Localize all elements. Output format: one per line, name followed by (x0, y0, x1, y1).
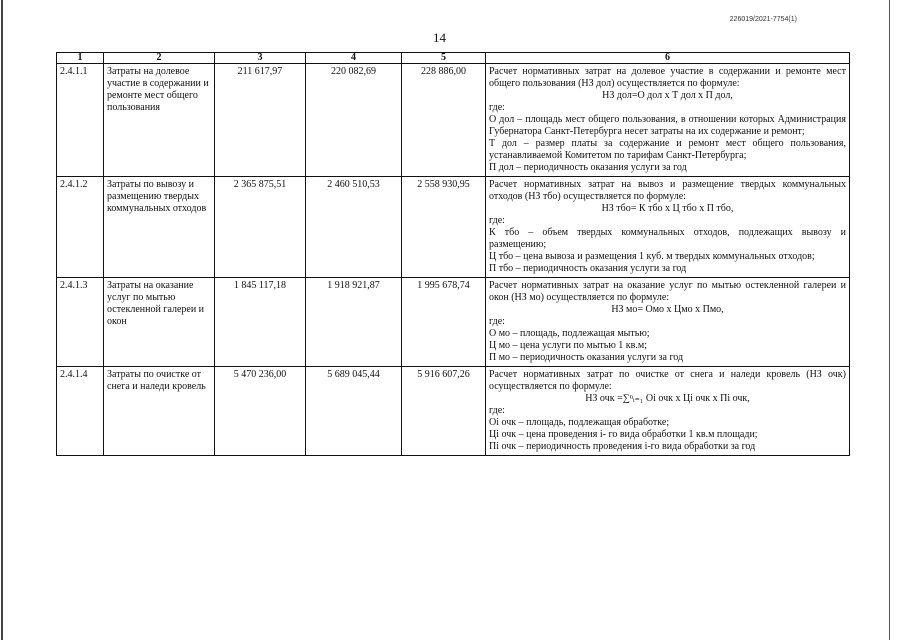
desc-variable: Оi очк – площадь, подлежащая обработке; (489, 417, 670, 428)
row-code: 2.4.1.4 (57, 367, 104, 456)
value-year-3: 2 558 930,95 (402, 177, 486, 278)
cost-item-name: Затраты на оказание услуг по мытью остекленной галереи и окон (104, 278, 215, 367)
desc-variable: Ц тбо – цена вывоза и размещения 1 куб. м твердых коммунальных отходов; (489, 251, 815, 262)
formula: НЗ мо= Омо х Цмо х Пмо, (611, 304, 724, 315)
value-year-1: 1 845 117,18 (215, 278, 306, 367)
desc-intro: Расчет нормативных затрат на долевое участие в содержании и ремонте мест общего пользования (НЗ дол) осуществляется по формуле: (489, 66, 846, 89)
scan-edge-left (1, 0, 3, 640)
value-year-2: 2 460 510,53 (306, 177, 402, 278)
desc-where: где: (489, 316, 505, 327)
scan-edge-right (889, 0, 890, 640)
column-header: 2 (104, 53, 215, 64)
formula: НЗ тбо= К тбо х Ц тбо х П тбо, (601, 203, 734, 214)
table-row (57, 278, 850, 367)
calculation-description (486, 64, 850, 177)
table-row (57, 177, 850, 278)
value-year-2: 220 082,69 (306, 64, 402, 177)
formula: НЗ очк =∑ⁿᵢ₌₁ Оi очк х Цi очк х Пi очк, (585, 393, 750, 404)
desc-variable: Пi очк – периодичность проведения i-го вида обработки за год (489, 441, 756, 452)
formula: НЗ дол=О дол х Т дол х П дол, (602, 90, 733, 101)
desc-variable: О мо – площадь, подлежащая мытью; (489, 328, 650, 339)
value-year-3: 1 995 678,74 (402, 278, 486, 367)
desc-variable: О дол – площадь мест общего пользования, в отношении которых Администрация Губернатора Санкт-Петербурга несет затраты на их содержание и ремонт; (489, 114, 846, 137)
desc-intro: Расчет нормативных затрат на вывоз и размещение твердых коммунальных отходов (НЗ тбо) осуществляется по формуле: (489, 179, 846, 202)
cost-item-name: Затраты по очистке от снега и наледи кровель (104, 367, 215, 456)
desc-where: где: (489, 102, 505, 113)
column-header: 1 (57, 53, 104, 64)
desc-variable: Т дол – размер платы за содержание и ремонт мест общего пользования, устанавливаемой Комитетом по тарифам Санкт-Петербурга; (489, 138, 846, 161)
table-row (57, 367, 850, 456)
desc-variable: Ц мо – цена услуги по мытью 1 кв.м; (489, 340, 647, 351)
page-number: 14 (433, 30, 446, 45)
column-header: 4 (306, 53, 402, 64)
value-year-1: 2 365 875,51 (215, 177, 306, 278)
cost-table (56, 52, 850, 456)
desc-variable: П мо – периодичность оказания услуги за год (489, 352, 684, 363)
row-code: 2.4.1.2 (57, 177, 104, 278)
table-row (57, 64, 850, 177)
desc-where: где: (489, 405, 505, 416)
value-year-2: 5 689 045,44 (306, 367, 402, 456)
value-year-3: 5 916 607,26 (402, 367, 486, 456)
desc-variable: К тбо – объем твердых коммунальных отходов, подлежащих вывозу и размещению; (489, 227, 846, 250)
row-code: 2.4.1.3 (57, 278, 104, 367)
calculation-description (486, 177, 850, 278)
cost-item-name: Затраты по вывозу и размещению твердых коммунальных отходов (104, 177, 215, 278)
desc-variable: П тбо – периодичность оказания услуги за год (489, 263, 687, 274)
desc-intro: Расчет нормативных затрат на оказание услуг по мытью остекленной галереи и окон (НЗ мо) осуществляется по формуле: (489, 280, 846, 303)
desc-intro: Расчет нормативных затрат по очистке от снега и наледи кровель (НЗ очк) осуществляется по формуле: (489, 369, 846, 392)
value-year-1: 211 617,97 (215, 64, 306, 177)
desc-where: где: (489, 215, 505, 226)
table-header-row (57, 53, 850, 64)
cost-item-name: Затраты на долевое участие в содержании и ремонте мест общего пользования (104, 64, 215, 177)
row-code: 2.4.1.1 (57, 64, 104, 177)
calculation-description (486, 278, 850, 367)
column-header: 5 (402, 53, 486, 64)
desc-variable: П дол – периодичность оказания услуги за год (489, 162, 687, 173)
column-header: 6 (486, 53, 850, 64)
column-header: 3 (215, 53, 306, 64)
value-year-2: 1 918 921,87 (306, 278, 402, 367)
value-year-3: 228 886,00 (402, 64, 486, 177)
desc-variable: Цi очк – цена проведения i- го вида обработки 1 кв.м площади; (489, 429, 758, 440)
document-id: 226019/2021-7754(1) (729, 16, 797, 23)
value-year-1: 5 470 236,00 (215, 367, 306, 456)
calculation-description (486, 367, 850, 456)
